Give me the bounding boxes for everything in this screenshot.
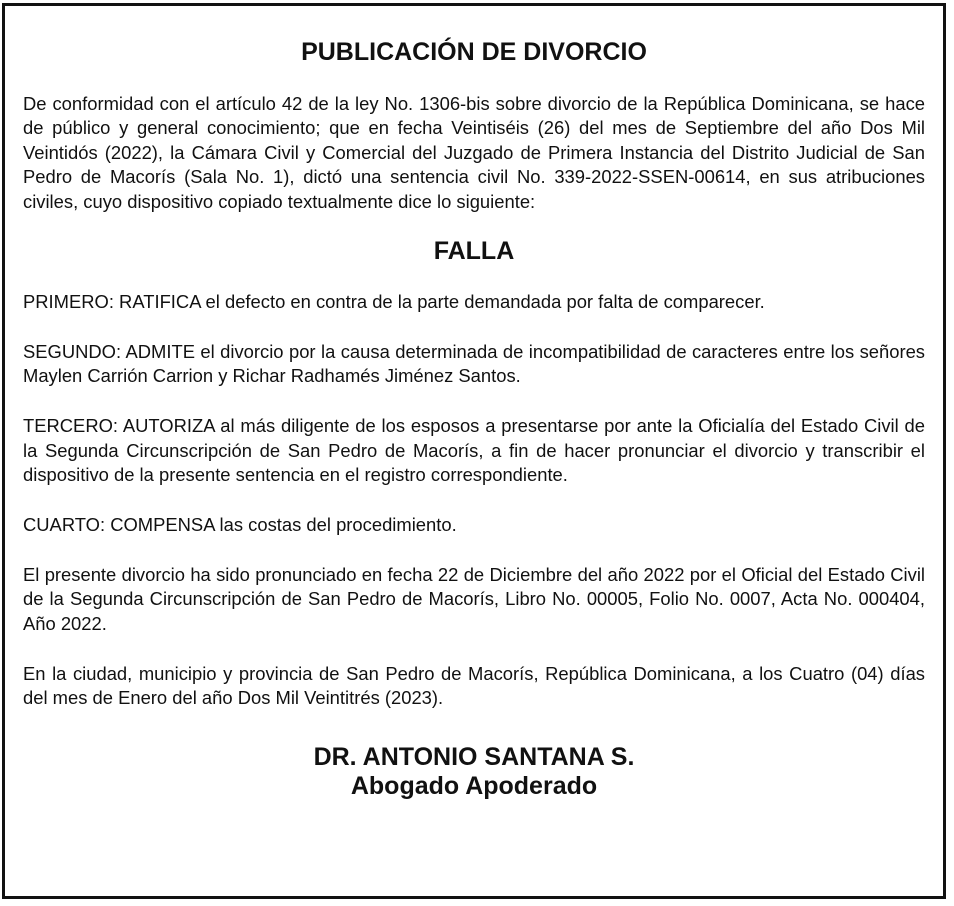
signature-role: Abogado Apoderado bbox=[350, 772, 598, 801]
falla-heading: FALLA bbox=[433, 237, 515, 266]
tercero-paragraph: TERCERO: AUTORIZA al más diligente de los esposos a presentarse por ante la Oficialía del Estado Civil de la Segunda Circunscripción de San Pedro de Macorís, a fin de hacer pronunciar el divorcio y transcribir el dispositivo de la presente sentencia en el registro correspondiente. bbox=[23, 415, 925, 486]
signature-name: DR. ANTONIO SANTANA S. bbox=[313, 743, 635, 772]
notice-title: PUBLICACIÓN DE DIVORCIO bbox=[301, 38, 647, 66]
intro-paragraph: De conformidad con el artículo 42 de la ley No. 1306-bis sobre divorcio de la República Dominicana, se hace de público y general conocimiento; que en fecha Veintiséis (26) del mes de Septiembre del año Dos Mil Veintidós (2022), la Cámara Civil y Comercial del Juzgado de Primera Instancia del Distrito Judicial de San Pedro de Macorís (Sala No. 1), dictó una sentencia civil No. 339-2022-SSEN-00614, en sus atribuciones civiles, cuyo dispositivo copiado textualmente dice lo siguiente: bbox=[23, 93, 925, 212]
lugar-fecha-paragraph: En la ciudad, municipio y provincia de San Pedro de Macorís, República Dominicana, a los Cuatro (04) días del mes de Enero del año Dos Mil Veintitrés (2023). bbox=[23, 662, 925, 708]
cuarto-paragraph: CUARTO: COMPENSA las costas del procedimiento. bbox=[23, 513, 457, 535]
divorce-notice bbox=[2, 3, 946, 899]
pronunciado-paragraph: El presente divorcio ha sido pronunciado en fecha 22 de Diciembre del año 2022 por el Oficial del Estado Civil de la Segunda Circunscripción de San Pedro de Macorís, Libro No. 00005, Folio No. 0007, Acta No. 000404, Año 2022. bbox=[23, 563, 925, 634]
primero-paragraph: PRIMERO: RATIFICA el defecto en contra de la parte demandada por falta de comparecer. bbox=[23, 291, 765, 313]
segundo-paragraph: SEGUNDO: ADMITE el divorcio por la causa determinada de incompatibilidad de caracteres entre los señores Maylen Carrión Carrion y Richar Radhamés Jiménez Santos. bbox=[23, 340, 925, 387]
